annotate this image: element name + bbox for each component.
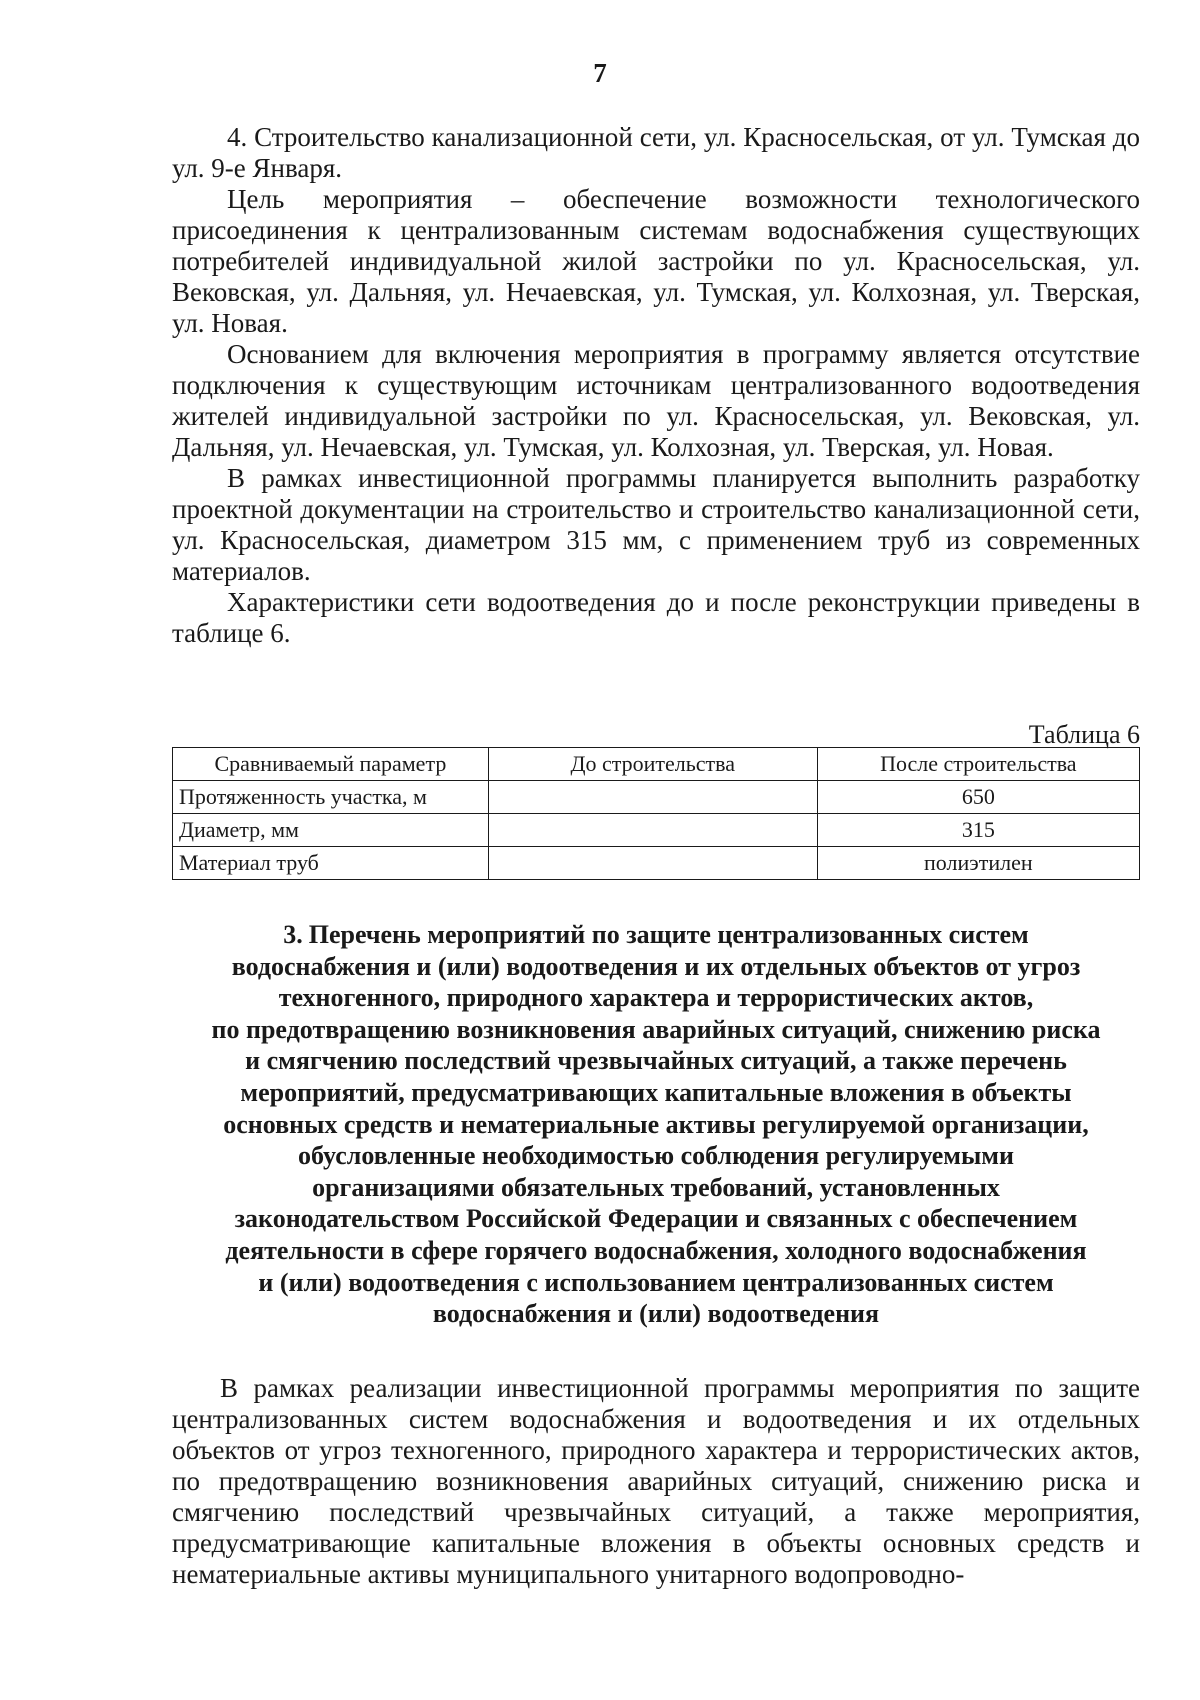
comparison-table — [172, 747, 1140, 880]
table-cell-param: Диаметр, мм — [173, 814, 489, 847]
table-header-cell: После строительства — [817, 748, 1139, 781]
table-cell-after: полиэтилен — [817, 847, 1139, 880]
section-title-line: основных средств и нематериальные активы регулируемой организации, — [223, 1109, 1089, 1139]
item4-plan-paragraph: В рамках инвестиционной программы планируется выполнить разработку проектной документации на строительство и строительство канализационной сети, ул. Красносельская, диаметром 315 мм, с применением труб из современных материалов. — [172, 463, 1140, 586]
table-caption: Таблица 6 — [1028, 720, 1140, 749]
table-row — [173, 781, 1140, 814]
table-cell-before — [488, 781, 817, 814]
section-title-line: водоснабжения и (или) водоотведения — [432, 1299, 880, 1329]
item4-basis-paragraph: Основанием для включения мероприятия в программу является отсутствие подключения к существующим источникам централизованного водоотведения жителей индивидуальной застройки по ул. Красносельская, ул. Вековская, ул. Дальняя, ул. Нечаевская, ул. Тумская, ул. Колхозная, ул. Тверская, ул. Новая. — [172, 339, 1140, 462]
section-title-line: 3. Перечень мероприятий по защите централизованных систем — [283, 920, 1029, 949]
section-number: 3. — [283, 920, 303, 949]
table-cell-before — [488, 814, 817, 847]
table-header-row — [173, 748, 1140, 781]
table-cell-before — [488, 847, 817, 880]
item4-section — [172, 122, 1140, 649]
section3-body-paragraph: В рамках реализации инвестиционной программы мероприятия по защите централизованных систем водоснабжения и водоотведения и их отдельных объектов от угроз техногенного, природного характера и террористических актов, по предотвращению возникновения аварийных ситуаций, снижению риска и смягчению последствий чрезвычайных ситуаций, а также мероприятия, предусматривающие капитальные вложения в объекты основных средств и нематериальные активы муниципального унитарного водопроводно- — [172, 1373, 1140, 1589]
section-title-line: законодательством Российской Федерации и связанных с обеспечением — [234, 1204, 1078, 1234]
section-title-line: водоснабжения и (или) водоотведения и их отдельных объектов от угроз — [231, 951, 1081, 981]
table-cell-param: Протяженность участка, м — [173, 781, 489, 814]
section-title-line: организациями обязательных требований, установленных — [312, 1172, 1000, 1202]
section-3-body — [172, 1373, 1140, 1590]
table-cell-after: 315 — [817, 814, 1139, 847]
section-title-line: по предотвращению возникновения аварийных ситуаций, снижению риска — [211, 1014, 1101, 1044]
table-cell-after: 650 — [817, 781, 1139, 814]
section-title-line: мероприятий, предусматривающих капитальные вложения в объекты — [240, 1077, 1072, 1107]
section-title-line: обусловленные необходимостью соблюдения регулируемыми — [298, 1141, 1014, 1171]
table-header-cell: Сравниваемый параметр — [173, 748, 489, 781]
table-cell-param: Материал труб — [173, 847, 489, 880]
table-header-cell: До строительства — [488, 748, 817, 781]
section-title-line: и (или) водоотведения с использованием централизованных систем — [258, 1267, 1054, 1297]
section-title-line: техногенного, природного характера и террористических актов, — [278, 983, 1034, 1013]
item4-table-reference: Характеристики сети водоотведения до и после реконструкции приведены в таблице 6. — [172, 587, 1140, 648]
section-title-line: деятельности в сфере горячего водоснабжения, холодного водоснабжения — [225, 1235, 1087, 1265]
table-row — [173, 847, 1140, 880]
item4-goal-paragraph: Цель мероприятия – обеспечение возможности технологического присоединения к централизованным системам водоснабжения существующих потребителей индивидуальной жилой застройки по ул. Красносельская, ул. Вековская, ул. Дальняя, ул. Нечаевская, ул. Тумская, ул. Колхозная, ул. Тверская, ул. Новая. — [172, 184, 1140, 338]
page-number: 7 — [593, 58, 607, 88]
section-title-line: и смягчению последствий чрезвычайных ситуаций, а также перечень — [245, 1046, 1067, 1076]
section-3-title — [172, 919, 1140, 1330]
item4-heading: 4. Строительство канализационной сети, ул. Красносельская, от ул. Тумская до ул. 9-е Января. — [172, 122, 1140, 183]
table-row — [173, 814, 1140, 847]
